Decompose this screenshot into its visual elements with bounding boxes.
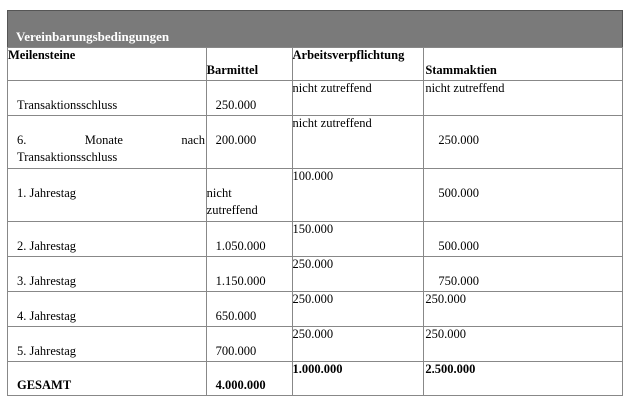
stock-cell: nicht zutreffend xyxy=(424,81,623,116)
stock-cell: 250.000 xyxy=(424,327,623,362)
work-cell: nicht zutreffend xyxy=(292,116,424,169)
header-common-stock: Stammaktien xyxy=(424,48,623,81)
table-title-bar xyxy=(7,10,623,48)
agreement-terms-table-frame xyxy=(7,10,623,398)
cash-cell: 650.000 xyxy=(206,292,292,327)
milestone-cell: 2. Jahrestag xyxy=(8,222,207,257)
stock-cell: 500.000 xyxy=(424,169,623,222)
table-row xyxy=(8,292,623,327)
total-work-cell: 1.000.000 xyxy=(292,362,424,396)
work-cell: 250.000 xyxy=(292,327,424,362)
work-cell: 250.000 xyxy=(292,257,424,292)
header-row xyxy=(8,48,623,81)
header-cash: Barmittel xyxy=(206,48,292,81)
stock-cell: 500.000 xyxy=(424,222,623,257)
work-cell: 150.000 xyxy=(292,222,424,257)
milestone-cell: 6. Monate nach Transaktionsschluss xyxy=(8,116,207,169)
work-cell: 250.000 xyxy=(292,292,424,327)
milestone-line1: 6. Monate nach xyxy=(17,133,205,147)
cash-cell: 1.050.000 xyxy=(206,222,292,257)
table-row xyxy=(8,327,623,362)
table-row xyxy=(8,257,623,292)
cash-cell: 700.000 xyxy=(206,327,292,362)
table-row xyxy=(8,222,623,257)
milestone-cell: 3. Jahrestag xyxy=(8,257,207,292)
work-cell: 100.000 xyxy=(292,169,424,222)
cash-cell: nicht zutreffend xyxy=(206,169,292,222)
milestone-cell: Transaktionsschluss xyxy=(8,81,207,116)
milestone-cell: 5. Jahrestag xyxy=(8,327,207,362)
total-row xyxy=(8,362,623,396)
cash-cell: 200.000 xyxy=(206,116,292,169)
cash-cell: 1.150.000 xyxy=(206,257,292,292)
header-milestones: Meilensteine xyxy=(8,48,207,81)
header-work-commitment: Arbeitsverpflichtung xyxy=(292,48,424,81)
cash-cell: 250.000 xyxy=(206,81,292,116)
milestone-cell: 4. Jahrestag xyxy=(8,292,207,327)
total-cash-cell: 4.000.000 xyxy=(206,362,292,396)
stock-cell: 250.000 xyxy=(424,292,623,327)
stock-cell: 250.000 xyxy=(424,116,623,169)
milestone-cell: 1. Jahrestag xyxy=(8,169,207,222)
terms-table xyxy=(7,47,623,396)
total-label-cell: GESAMT xyxy=(8,362,207,396)
total-stock-cell: 2.500.000 xyxy=(424,362,623,396)
table-row xyxy=(8,169,623,222)
work-cell: nicht zutreffend xyxy=(292,81,424,116)
table-row xyxy=(8,81,623,116)
table-title: Vereinbarungsbedingungen xyxy=(16,29,170,44)
stock-cell: 750.000 xyxy=(424,257,623,292)
table-row xyxy=(8,116,623,169)
